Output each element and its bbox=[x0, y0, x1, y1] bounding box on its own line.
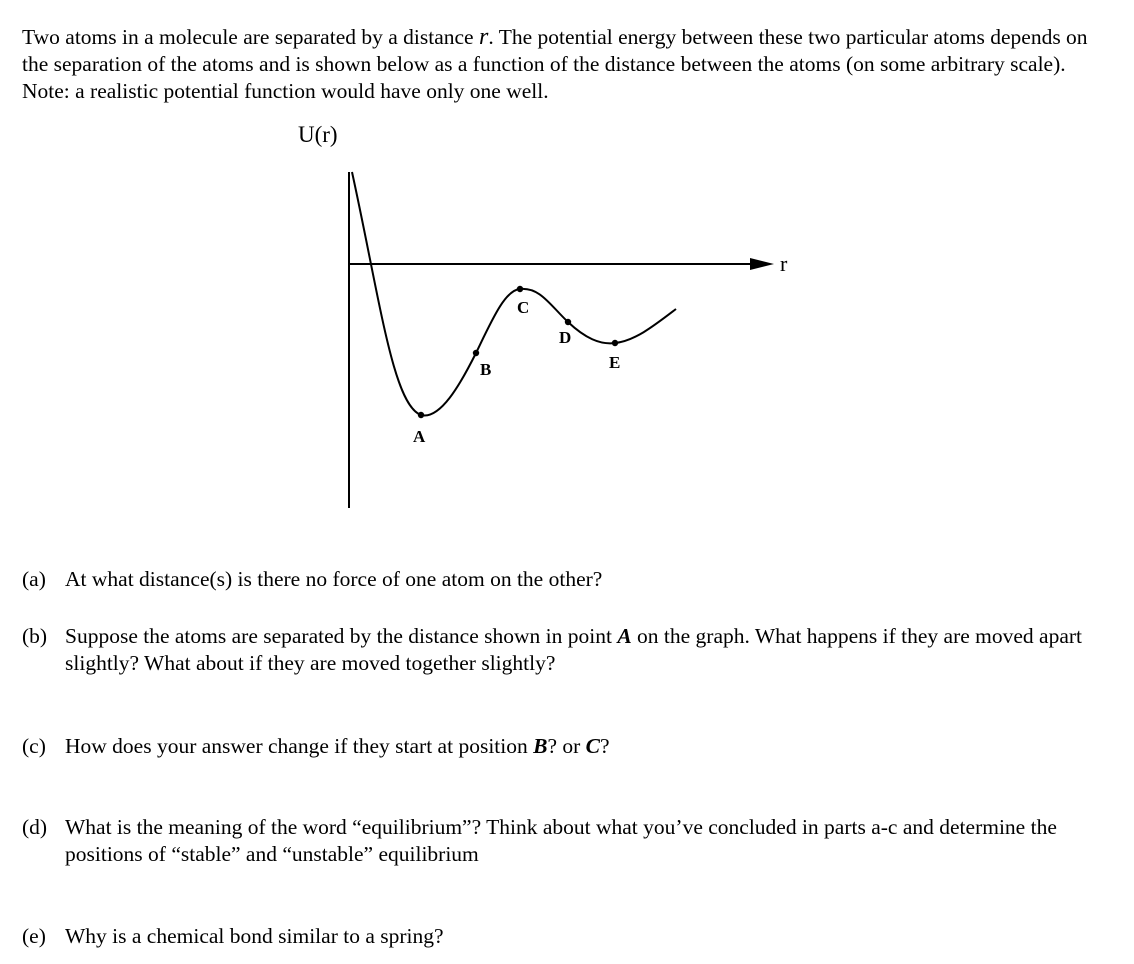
x-axis-arrowhead bbox=[750, 258, 774, 270]
question-label: (b) bbox=[22, 624, 48, 648]
intro-text-2: . The potential energy between these two particular atoms depends on the separation of the atoms and is shown below as a function of the distance between the atoms (on some arbitrary scale). Note: a realistic potential function would have only one well. bbox=[22, 25, 1088, 103]
question-d bbox=[22, 814, 1112, 868]
question-label: (c) bbox=[22, 734, 46, 758]
question-label: (a) bbox=[22, 567, 46, 591]
point-a-label: A bbox=[413, 427, 426, 446]
point-d-dot bbox=[565, 319, 571, 325]
point-b-label: B bbox=[480, 360, 492, 379]
point-e-dot bbox=[612, 340, 618, 346]
question-a bbox=[22, 566, 1112, 593]
x-axis-label: r bbox=[780, 251, 788, 276]
question-e bbox=[22, 923, 1112, 950]
point-a-dot bbox=[418, 412, 424, 418]
question-text bbox=[65, 623, 1112, 677]
point-reference-b: B bbox=[533, 734, 548, 758]
point-e-label: E bbox=[609, 353, 621, 372]
question-text-after: ? bbox=[600, 734, 610, 758]
question-text: At what distance(s) is there no force of one atom on the other? bbox=[65, 567, 603, 591]
point-d-label: D bbox=[559, 328, 572, 347]
question-text: What is the meaning of the word “equilibrium”? Think about what you’ve concluded in parts a-c and determine the positions of “stable” and “unstable” equilibrium bbox=[65, 815, 1057, 866]
point-b-dot bbox=[473, 350, 479, 356]
y-axis-label: U(r) bbox=[298, 122, 338, 147]
question-text-after: on the graph. What happens if they are moved apart slightly? What about if they are moved together slightly? bbox=[65, 624, 1083, 675]
question-text-middle: ? or bbox=[547, 734, 586, 758]
question-label: (d) bbox=[22, 815, 48, 839]
question-text bbox=[65, 733, 1112, 760]
point-c-dot bbox=[517, 286, 523, 292]
intro-text-1: Two atoms in a molecule are separated by a distance bbox=[22, 25, 479, 49]
question-label: (e) bbox=[22, 924, 46, 948]
point-c-label: C bbox=[517, 298, 530, 317]
variable-r: r bbox=[478, 24, 489, 50]
potential-curve bbox=[352, 172, 676, 415]
question-c bbox=[22, 733, 1112, 760]
point-reference-a: A bbox=[617, 624, 632, 648]
question-text: Why is a chemical bond similar to a spring? bbox=[65, 924, 444, 948]
question-text-before: Suppose the atoms are separated by the distance shown in point bbox=[65, 624, 618, 648]
question-text-before: How does your answer change if they start at position bbox=[65, 734, 534, 758]
point-reference-c: C bbox=[585, 734, 600, 758]
question-b bbox=[22, 623, 1112, 677]
